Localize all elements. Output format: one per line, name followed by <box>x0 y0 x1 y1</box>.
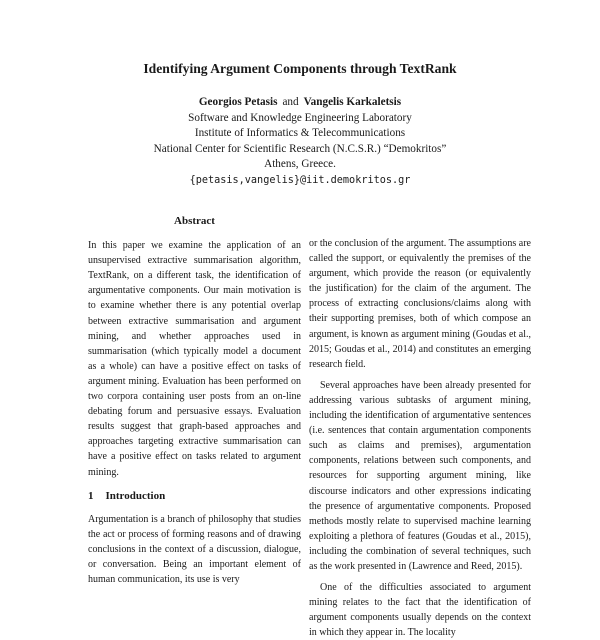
author-2: Vangelis Karkaletsis <box>303 96 402 108</box>
abstract-heading: Abstract <box>174 215 215 227</box>
right-paragraph-3: One of the difficulties associated to argument mining relates to the fact that the identification of argument components usually depends on the context in which they appear in. The locality <box>309 582 531 639</box>
affiliation-city: Athens, Greece. <box>264 158 336 170</box>
right-column <box>309 236 531 640</box>
affiliation-center: National Center for Scientific Research (N.C.S.R.) “Demokritos” <box>153 142 447 155</box>
author-and: and <box>282 96 299 108</box>
introduction-text: Argumentation is a branch of philosophy that studies the act or process of forming reasons and of drawing conclusions in the context of a discussion, dialogue, or conversation. Being an important element of human communication, its use is very <box>88 513 301 586</box>
section-heading-introduction <box>88 489 301 504</box>
author-block <box>0 95 600 188</box>
right-paragraph-2: Several approaches have been already presented for addressing various subtasks of argument mining, including the identification of argumentative sentences (i.e. sentences that contain argumentation components such as claims and premises), argumentation components, relations between such components, and resources for supporting argument mining, like discourse indicators and other expressions indicating the presence of argumentative components. Proposed methods mostly relate to supervised machine learning exploiting a plethora of features (Goudas et al., 2015), including the combination of several techniques, such as the work presented in (Lawrence and Reed, 2015). <box>309 379 531 572</box>
abstract-text: In this paper we examine the application of an unsupervised extractive summarisation algorithm, TextRank, on a different task, the identification of argumentative components. Our main motivation is to examine whether there is any potential overlap between extractive summarisation and argument mining, and whether approaches used in summarisation (which typically model a document as a whole) can have a positive effect on tasks of argument mining. Evaluation has been performed on two corpora containing user posts from an on-line debating forum and persuasive essays. Evaluation results suggest that graph-based approaches and approaches targeting extractive summarisation can have a positive effect on tasks related to argument mining. <box>88 240 301 478</box>
paper-title: Identifying Argument Components through TextRank <box>143 61 457 76</box>
section-number: 1 <box>88 489 94 502</box>
author-email: {petasis,vangelis}@iit.demokritos.gr <box>189 174 411 186</box>
affiliation-lab: Software and Knowledge Engineering Laboratory <box>188 111 412 124</box>
affiliation-institute: Institute of Informatics & Telecommunications <box>194 127 406 139</box>
left-column <box>88 214 301 587</box>
author-names <box>0 95 600 111</box>
section-title: Introduction <box>105 489 166 502</box>
right-paragraph-1: or the conclusion of the argument. The assumptions are called the support, or equivalently the premises of the argument, which provide the reason (or equivalently the justification) for the claim of the argument. The process of extracting conclusions/claims along with their supporting premises, both of which compose an argument, is known as argument mining (Goudas et al., 2015; Goudas et al., 2014) and constitutes an emerging research field. <box>309 238 531 370</box>
author-1: Georgios Petasis <box>198 96 278 108</box>
